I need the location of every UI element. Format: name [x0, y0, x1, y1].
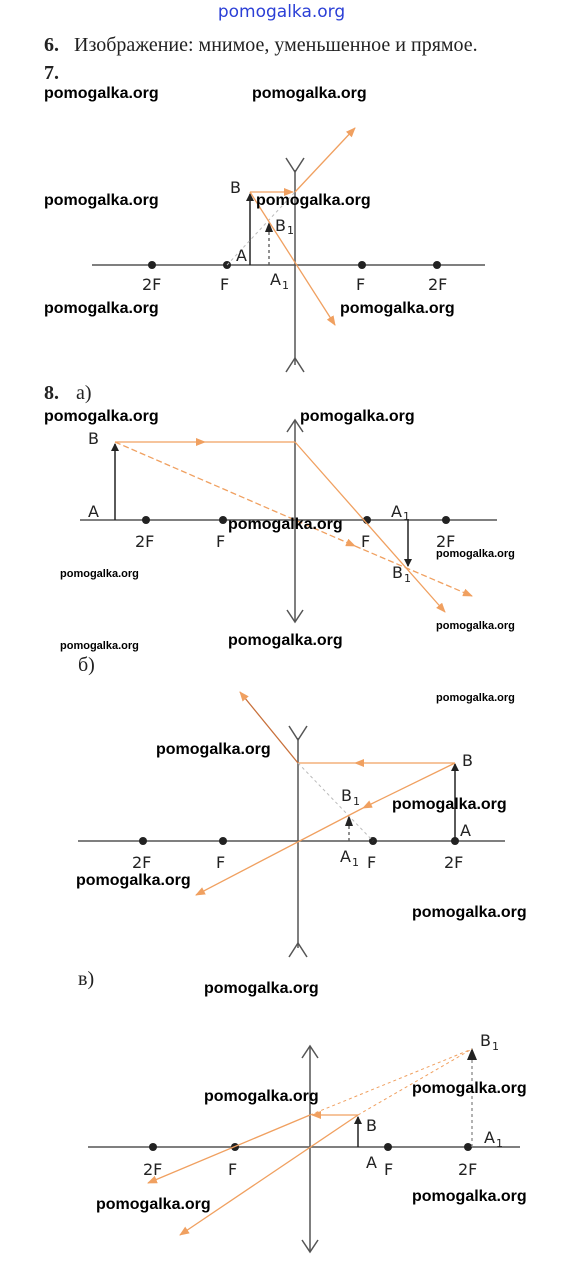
label-a1-sub: 1: [352, 856, 359, 869]
label-f-right: F: [356, 275, 366, 294]
label-b1: B: [480, 1031, 491, 1050]
image-arrow-head: [467, 1048, 477, 1060]
point-2f-right: [464, 1143, 472, 1151]
label-a1-sub: 1: [282, 279, 289, 292]
part-c-label: в): [78, 968, 95, 990]
watermark: pomogalka.org: [412, 904, 527, 921]
watermark: pomogalka.org: [412, 1080, 527, 1097]
label-f-left: F: [220, 275, 230, 294]
label-2f-right: 2F: [444, 853, 464, 872]
label-2f-left: 2F: [135, 532, 155, 551]
label-a1-sub: 1: [496, 1137, 503, 1150]
watermark: pomogalka.org: [204, 980, 319, 997]
label-2f-left: 2F: [142, 275, 162, 294]
part-b-label: б): [78, 654, 95, 676]
watermark: pomogalka.org: [436, 692, 515, 704]
watermark: pomogalka.org: [44, 300, 159, 317]
watermark: pomogalka.org: [44, 408, 159, 425]
point-f-right: [358, 261, 366, 269]
label-a: A: [88, 502, 99, 521]
watermark: pomogalka.org: [44, 85, 159, 102]
watermark: pomogalka.org: [436, 620, 515, 632]
label-b1-sub: 1: [404, 572, 411, 585]
label-a: A: [366, 1153, 377, 1172]
label-f-right: F: [361, 532, 371, 551]
ray-center-2: [196, 808, 363, 895]
lens-top-v: [289, 726, 307, 740]
label-b1: B: [392, 563, 403, 582]
point-2f-right: [442, 516, 450, 524]
label-a1: A: [391, 502, 402, 521]
watermark: pomogalka.org: [300, 408, 415, 425]
label-f-left: F: [228, 1160, 238, 1179]
label-a1: A: [270, 270, 281, 289]
part-a-label: а): [76, 382, 92, 404]
watermark: pomogalka.org: [44, 192, 159, 209]
point-f-left: [219, 837, 227, 845]
label-f-left: F: [216, 532, 226, 551]
watermark: pomogalka.org: [436, 548, 515, 560]
ray-center: [180, 1115, 358, 1235]
item-6-text: Изображение: мнимое, уменьшенное и прямое.: [74, 34, 478, 56]
ray-extension: [298, 763, 373, 841]
label-a: A: [236, 246, 247, 265]
ray-center: [250, 192, 335, 325]
point-f-right: [384, 1143, 392, 1151]
item-7-number: 7.: [44, 62, 59, 84]
watermark: pomogalka.org: [76, 872, 191, 889]
watermark: pomogalka.org: [60, 640, 139, 652]
header-watermark: pomogalka.org: [217, 2, 346, 22]
label-2f-right: 2F: [458, 1160, 478, 1179]
point-2f-left: [149, 1143, 157, 1151]
label-a1: A: [484, 1128, 495, 1147]
label-b: B: [88, 429, 99, 448]
watermark: pomogalka.org: [204, 1088, 319, 1105]
label-f-right: F: [367, 853, 377, 872]
label-2f-left: 2F: [143, 1160, 163, 1179]
label-f-right: F: [384, 1160, 394, 1179]
label-b1-sub: 1: [353, 795, 360, 808]
label-2f-right: 2F: [428, 275, 448, 294]
label-a: A: [460, 821, 471, 840]
point-2f-left: [148, 261, 156, 269]
watermark: pomogalka.org: [60, 568, 139, 580]
watermark: pomogalka.org: [392, 796, 507, 813]
label-b1-sub: 1: [492, 1040, 499, 1053]
diagram-7: [92, 128, 485, 372]
point-2f-right: [433, 261, 441, 269]
watermark: pomogalka.org: [252, 85, 367, 102]
label-a1: A: [340, 847, 351, 866]
label-b1: B: [275, 216, 286, 235]
watermark: pomogalka.org: [256, 192, 371, 209]
label-b1: B: [341, 786, 352, 805]
label-2f-right: 2F: [436, 532, 456, 551]
diagram-8c: [88, 1031, 520, 1252]
point-2f-left: [139, 837, 147, 845]
watermark: pomogalka.org: [340, 300, 455, 317]
watermark: pomogalka.org: [156, 741, 271, 758]
label-2f-left: 2F: [132, 853, 152, 872]
label-b: B: [462, 751, 473, 770]
watermark: pomogalka.org: [228, 516, 343, 533]
lens-top-v: [286, 158, 304, 172]
label-b1-sub: 1: [287, 224, 294, 237]
point-2f-left: [142, 516, 150, 524]
watermark: pomogalka.org: [96, 1196, 211, 1213]
ray-diverging: [295, 128, 355, 192]
watermark: pomogalka.org: [228, 632, 343, 649]
label-b: B: [366, 1116, 377, 1135]
point-f-left: [219, 516, 227, 524]
item-8-number: 8.: [44, 382, 59, 404]
label-f-left: F: [216, 853, 226, 872]
label-b: B: [230, 178, 241, 197]
label-a1-sub: 1: [403, 510, 410, 523]
item-6-number: 6.: [44, 34, 59, 56]
watermark: pomogalka.org: [412, 1188, 527, 1205]
